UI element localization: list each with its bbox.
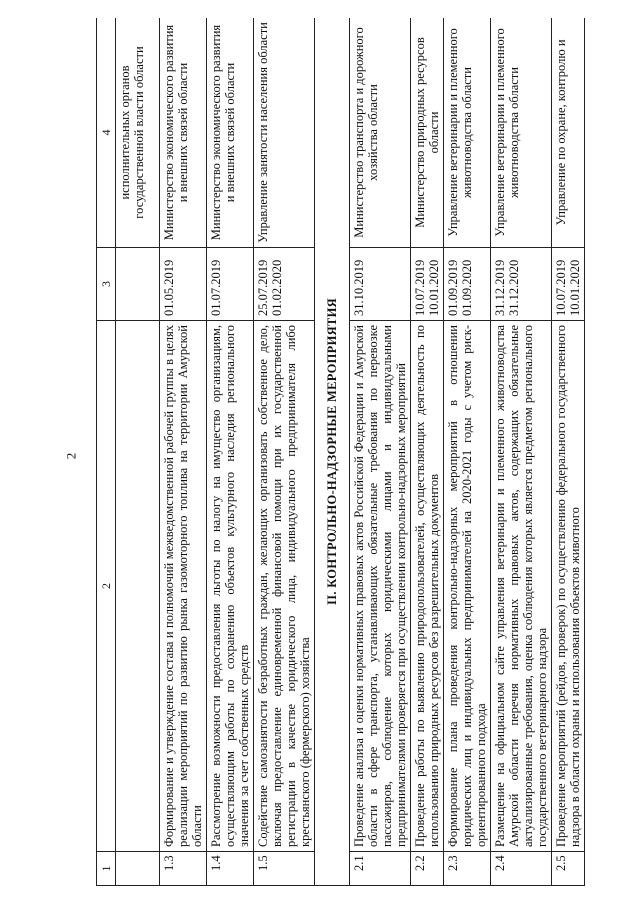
row-responsible: Министерство природных ресурсов области (411, 18, 444, 248)
header-col-3: 3 (97, 248, 116, 321)
row-date (491, 248, 552, 321)
table-row (491, 18, 552, 886)
date-end: 01.09.2020 (460, 259, 474, 316)
table-row (552, 18, 585, 886)
row-description: Формирование плана проведения контрольно-надзорных мероприятий в отношении юридических лиц и индивидуальных предпринимателей на 2020-2021 годы с учетом риск-ориентированного подхода (444, 321, 491, 852)
table-row (350, 18, 411, 886)
row-date (444, 248, 491, 321)
row-number: 2.4 (491, 852, 552, 886)
row-number: 2.1 (350, 852, 411, 886)
row-number: 1.4 (207, 852, 254, 886)
date-start: 25.07.2019 (256, 259, 270, 316)
table-row (444, 18, 491, 886)
row-date (254, 248, 315, 321)
row-number: 2.5 (552, 852, 585, 886)
table-row (116, 18, 160, 886)
row-date (350, 248, 411, 321)
date-end: 10.01.2020 (568, 259, 582, 316)
date-start: 10.07.2019 (554, 259, 568, 316)
table-row (254, 18, 315, 886)
row-responsible: исполнительных органов государственной власти области (116, 18, 160, 248)
page-number: 2 (63, 452, 79, 460)
header-col-1: 1 (97, 852, 116, 886)
landscape-page (96, 18, 616, 886)
section-title: II. КОНТРОЛЬНО-НАДЗОРНЫЕ МЕРОПРИЯТИЯ (315, 18, 350, 886)
row-responsible: Министерство экономического развития и внешних связей области (207, 18, 254, 248)
row-date (207, 248, 254, 321)
row-description: Размещение на официальном сайте управления ветеринарии и племенного животноводства Амурской области перечня нормативных правовых актов, содержащих обязательные актуализированные требования, оценка соблюдения которых является предметом регионального государственного ветеринарного надзора (491, 321, 552, 852)
section-row (315, 18, 350, 886)
row-date (552, 248, 585, 321)
table-row (207, 18, 254, 886)
rotated-sheet (96, 18, 616, 886)
plan-table (96, 18, 585, 886)
row-responsible: Управление ветеринарии и племенного животноводства области (491, 18, 552, 248)
row-description (116, 321, 160, 852)
row-number (116, 852, 160, 886)
date-end: 10.01.2020 (427, 259, 441, 316)
table-row (411, 18, 444, 886)
row-responsible: Министерство транспорта и дорожного хозяйства области (350, 18, 411, 248)
row-description: Проведение работы по выявлению природопользователей, осуществляющих деятельность по использованию природных ресурсов без разрешительных документов (411, 321, 444, 852)
date-end: 31.12.2020 (507, 259, 521, 316)
date-start: 01.05.2019 (162, 259, 176, 316)
row-number: 2.2 (411, 852, 444, 886)
row-date (411, 248, 444, 321)
row-date (160, 248, 207, 321)
row-number: 2.3 (444, 852, 491, 886)
row-responsible: Управление по охране, контролю и (552, 18, 585, 248)
header-col-2: 2 (97, 321, 116, 852)
row-number: 1.5 (254, 852, 315, 886)
row-description: Содействие самозанятости безработных граждан, желающих организовать собственное дело, включая предоставление единовременной финансовой помощи при их государственной регистрации в качестве юридического лица, индивидуального предпринимателя либо крестьянского (фермерского) хозяйства (254, 321, 315, 852)
date-start: 31.12.2019 (493, 259, 507, 316)
table-row (160, 18, 207, 886)
row-description: Формирование и утверждение состава и полномочий межведомственной рабочей группы в целях реализации мероприятий по развитию рынка газомоторного топлива на территории Амурской области (160, 321, 207, 852)
table-header-row (97, 18, 116, 886)
row-number: 1.3 (160, 852, 207, 886)
date-start: 31.10.2019 (352, 259, 366, 316)
date-start: 10.07.2019 (413, 259, 427, 316)
header-col-4: 4 (97, 18, 116, 248)
date-start: 01.09.2019 (446, 259, 460, 316)
date-start: 01.07.2019 (209, 259, 223, 316)
row-description: Проведение анализа и оценки нормативных правовых актов Российской Федерации и Амурской области в сфере транспорта, устанавливающих обязательные требования по перевозке пассажиров, соблюдение которых юридическими лицами и индивидуальными предпринимателями проверяется при осуществлении контрольно-надзорных мероприятий (350, 321, 411, 852)
row-description: Рассмотрение возможности предоставления льготы по налогу на имущество организациям, осуществляющим работы по сохранению объектов культурного наследия регионального значения за счет собственных средств (207, 321, 254, 852)
row-date (116, 248, 160, 321)
row-responsible: Управление ветеринарии и племенного животноводства области (444, 18, 491, 248)
row-description: Проведение мероприятий (рейдов, проверок) по осуществлению федерального государственного надзора в области охраны и использования объектов животного (552, 321, 585, 852)
row-responsible: Управление занятости населения области (254, 18, 315, 248)
date-end: 01.02.2020 (270, 259, 284, 316)
row-responsible: Министерство экономического развития и внешних связей области (160, 18, 207, 248)
